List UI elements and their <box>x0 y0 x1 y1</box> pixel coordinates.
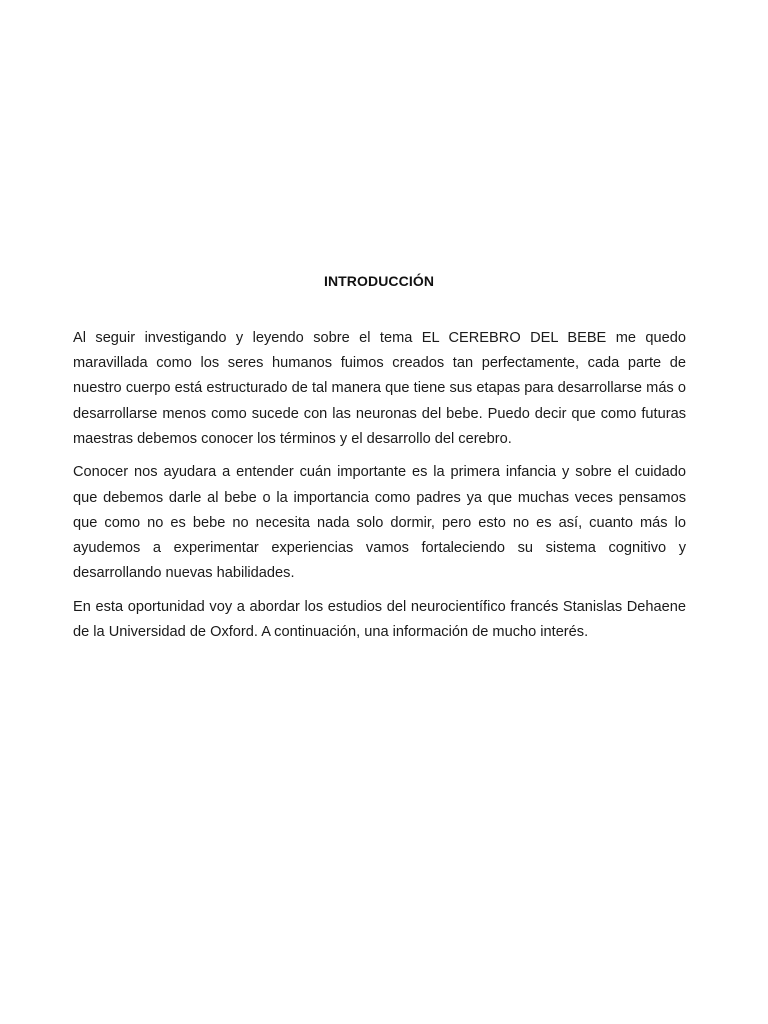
page-title: INTRODUCCIÓN <box>323 273 435 289</box>
paragraph-2: Conocer nos ayudara a entender cuán importante es la primera infancia y sobre el cuidado que debemos darle al bebe o la importancia como padres ya que muchas veces pensamos que como no es bebe no necesita nada solo dormir, pero esto no es así, cuanto más lo ayudemos a experimentar experiencias vamos fortaleciendo su sistema cognitivo y desarrollando nuevas habilidades. <box>73 464 686 582</box>
document-body <box>73 326 686 654</box>
paragraph-1: Al seguir investigando y leyendo sobre el tema EL CEREBRO DEL BEBE me quedo maravillada como los seres humanos fuimos creados tan perfectamente, cada parte de nuestro cuerpo está estructurado de tal manera que tiene sus etapas para desarrollarse más o desarrollarse menos como sucede con las neuronas del bebe. Puedo decir que como futuras maestras debemos conocer los términos y el desarrollo del cerebro. <box>73 330 686 447</box>
paragraph-3: En esta oportunidad voy a abordar los estudios del neurocientífico francés Stanislas Dehaene de la Universidad de Oxford. A continuación, una información de mucho interés. <box>73 598 686 641</box>
